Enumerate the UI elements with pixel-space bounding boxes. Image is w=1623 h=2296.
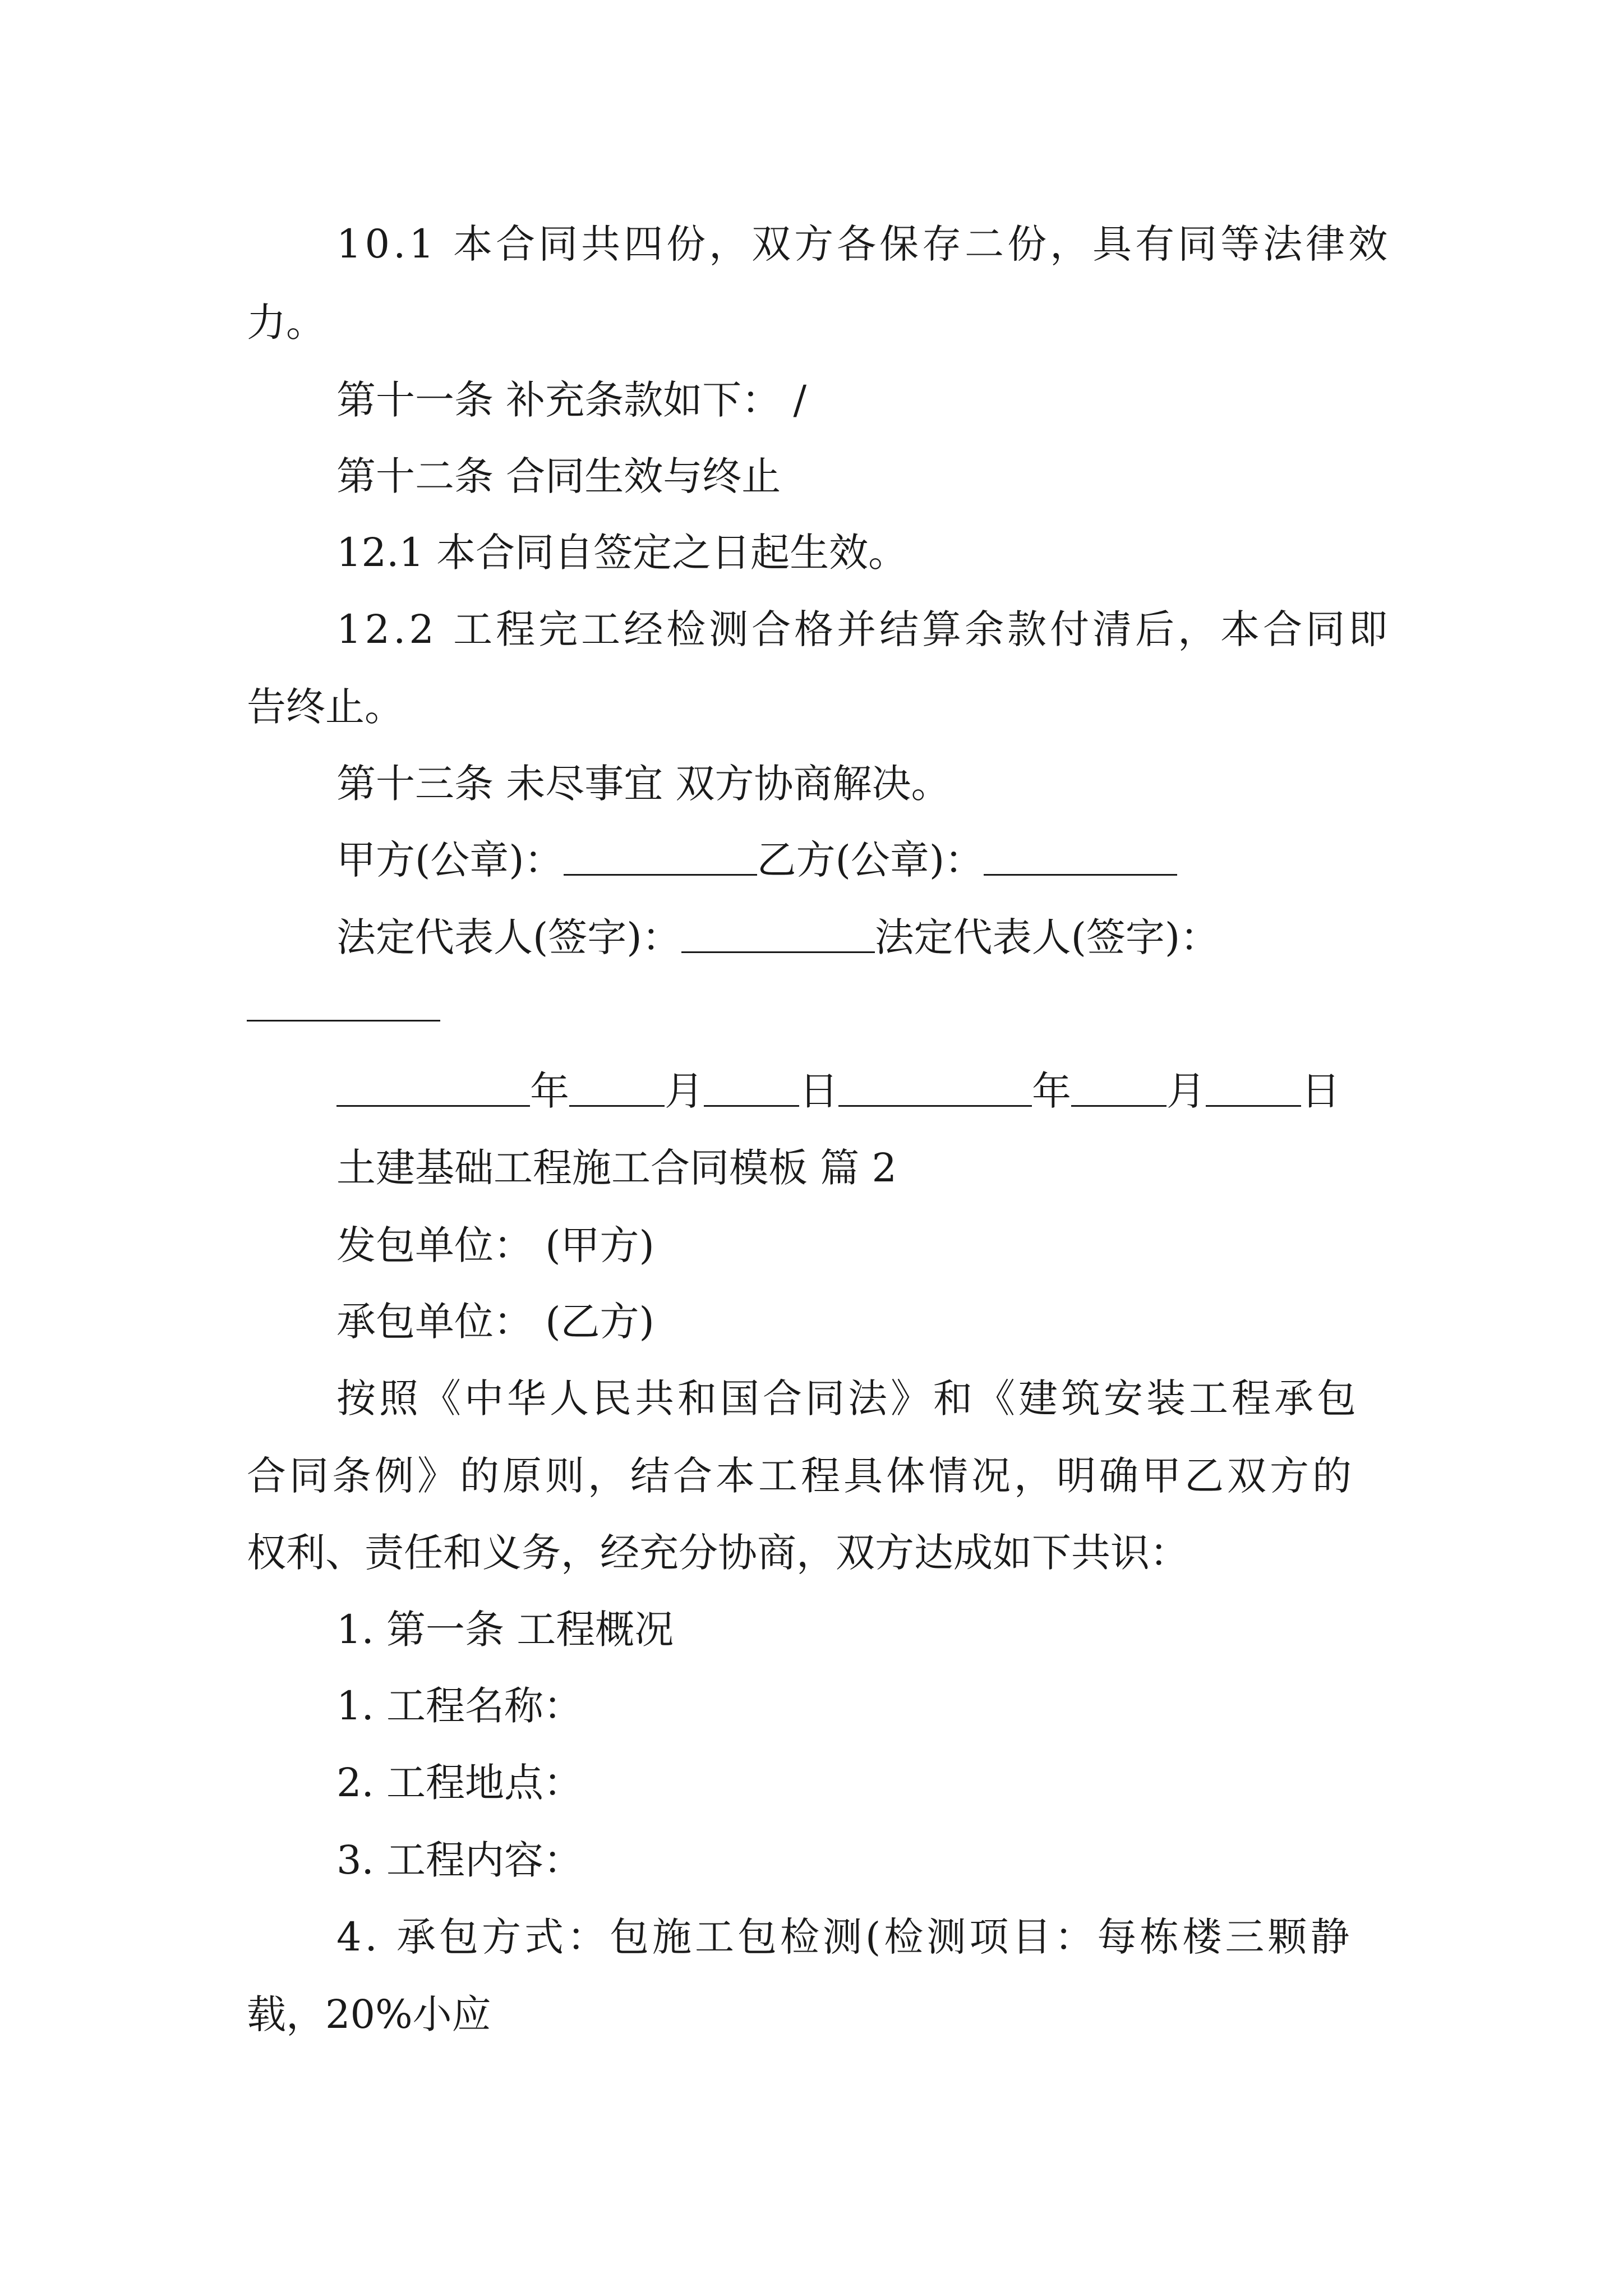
party-a-rep-label: 法定代表人(签字)：: [336, 914, 681, 960]
clause-12-1: 12.1 本合同自签定之日起生效。: [336, 530, 908, 576]
clause-10-1-line-1: 10.1 本合同共四份，双方各保存二份，具有同等法律效: [336, 221, 1391, 267]
intro-line-1: 按照《中华人民共和国合同法》和《建筑安装工程承包: [336, 1375, 1359, 1421]
list-item: 3. 工程内容：: [336, 1837, 583, 1883]
section-2-title: 土建基础工程施工合同模板 篇 2: [336, 1145, 897, 1191]
party-b-seal-blank: [984, 840, 1177, 876]
party-b-rep-label: 法定代表人(签字)：: [874, 914, 1220, 960]
list-item: 4. 承包方式：包施工包检测(检测项目：每栋楼三颗静: [336, 1914, 1353, 1960]
article-12-heading: 第十二条 合同生效与终止: [336, 453, 781, 499]
intro-line-2: 合同条例》的原则，结合本工程具体情况，明确甲乙双方的: [247, 1453, 1355, 1499]
date-a-month-blank: [569, 1071, 665, 1107]
party-a-rep-blank: [681, 918, 875, 953]
employer-line: 发包单位： (甲方): [336, 1222, 654, 1268]
contractor-line: 承包单位： (乙方): [336, 1299, 654, 1345]
list-item: 2. 工程地点：: [336, 1760, 583, 1806]
clause-12-2-line-2: 告终止。: [247, 684, 404, 730]
date-b-year-blank: [838, 1071, 1032, 1107]
party-b-seal-label: 乙方(公章)：: [757, 837, 984, 883]
list-item: 1. 工程名称：: [336, 1683, 583, 1729]
date-a-day-label: 日: [799, 1068, 838, 1114]
party-a-seal-label: 甲方(公章)：: [336, 837, 564, 883]
date-a-day-blank: [704, 1071, 799, 1107]
date-b-day-label: 日: [1301, 1068, 1340, 1114]
seal-line: [336, 837, 1177, 883]
date-a-year-label: 年: [530, 1068, 569, 1114]
list-item-continuation: 载，20%小应: [247, 1991, 491, 2037]
clause-12-2-line-1: 12.2 工程完工经检测合格并结算余款付清后，本合同即: [336, 606, 1391, 652]
date-line: [336, 1068, 1340, 1114]
intro-line-3: 权利、责任和义务，经充分协商，双方达成如下共识：: [247, 1530, 1189, 1576]
date-b-day-blank: [1206, 1071, 1301, 1107]
date-a-month-label: 月: [665, 1068, 704, 1114]
party-b-rep-blank: [247, 1020, 440, 1022]
date-b-month-blank: [1071, 1071, 1166, 1107]
list-item: 1. 第一条 工程概况: [336, 1607, 674, 1653]
article-13-heading: 第十三条 未尽事宜 双方协商解决。: [336, 761, 951, 807]
date-b-year-label: 年: [1032, 1068, 1071, 1114]
clause-10-1-line-2: 力。: [247, 300, 325, 346]
party-a-seal-blank: [564, 840, 757, 876]
date-b-month-label: 月: [1166, 1068, 1206, 1114]
article-11-heading: 第十一条 补充条款如下： /: [336, 377, 807, 423]
representative-line: [336, 914, 1220, 960]
date-a-year-blank: [336, 1071, 530, 1107]
